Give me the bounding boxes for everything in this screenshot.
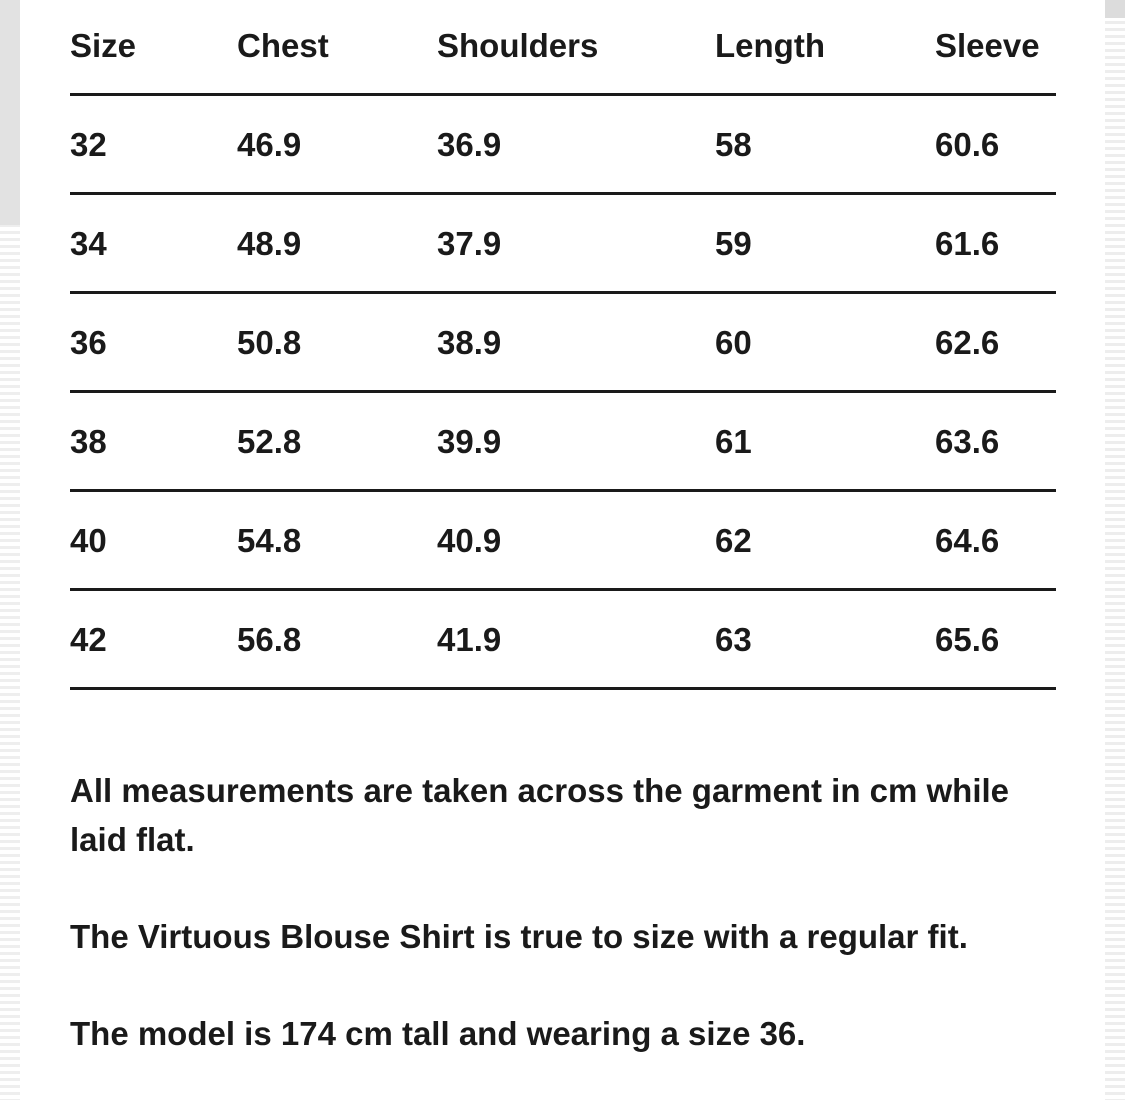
right-scroll-edge: [1105, 0, 1125, 1100]
cell-shoulders: 39.9: [437, 392, 715, 491]
header-size: Size: [70, 0, 237, 95]
cell-chest: 56.8: [237, 590, 437, 689]
cell-size: 36: [70, 293, 237, 392]
header-chest: Chest: [237, 0, 437, 95]
cell-chest: 48.9: [237, 194, 437, 293]
table-row: [70, 95, 1056, 194]
cell-sleeve: 63.6: [935, 392, 1056, 491]
table-row: [70, 293, 1056, 392]
cell-size: 40: [70, 491, 237, 590]
model-note: The model is 174 cm tall and wearing a size 36.: [70, 1015, 806, 1052]
cell-chest: 50.8: [237, 293, 437, 392]
measurement-note: All measurements are taken across the garment in cm while laid flat.: [70, 772, 1010, 858]
cell-length: 58: [715, 95, 935, 194]
cell-shoulders: 36.9: [437, 95, 715, 194]
table-header-row: [70, 0, 1056, 95]
left-scroll-edge: [0, 0, 20, 1100]
header-sleeve: Sleeve: [935, 0, 1056, 95]
cell-sleeve: 60.6: [935, 95, 1056, 194]
table-row: [70, 194, 1056, 293]
cell-size: 42: [70, 590, 237, 689]
cell-shoulders: 40.9: [437, 491, 715, 590]
cell-shoulders: 38.9: [437, 293, 715, 392]
table-row: [70, 590, 1056, 689]
header-length: Length: [715, 0, 935, 95]
left-scrollbar-thumb[interactable]: [0, 0, 20, 225]
cell-chest: 52.8: [237, 392, 437, 491]
size-table: [70, 0, 1056, 690]
cell-size: 32: [70, 95, 237, 194]
table-row: [70, 392, 1056, 491]
cell-sleeve: 61.6: [935, 194, 1056, 293]
cell-sleeve: 64.6: [935, 491, 1056, 590]
header-shoulders: Shoulders: [437, 0, 715, 95]
table-row: [70, 491, 1056, 590]
cell-shoulders: 37.9: [437, 194, 715, 293]
cell-size: 34: [70, 194, 237, 293]
cell-size: 38: [70, 392, 237, 491]
cell-length: 61: [715, 392, 935, 491]
fit-note: The Virtuous Blouse Shirt is true to size with a regular fit.: [70, 918, 968, 955]
cell-chest: 46.9: [237, 95, 437, 194]
cell-shoulders: 41.9: [437, 590, 715, 689]
cell-sleeve: 65.6: [935, 590, 1056, 689]
cell-sleeve: 62.6: [935, 293, 1056, 392]
cell-length: 62: [715, 491, 935, 590]
cell-length: 60: [715, 293, 935, 392]
size-guide: [70, 0, 1056, 1058]
cell-length: 59: [715, 194, 935, 293]
cell-chest: 54.8: [237, 491, 437, 590]
cell-length: 63: [715, 590, 935, 689]
size-notes: [70, 766, 1056, 1058]
right-scrollbar-thumb[interactable]: [1105, 0, 1125, 18]
